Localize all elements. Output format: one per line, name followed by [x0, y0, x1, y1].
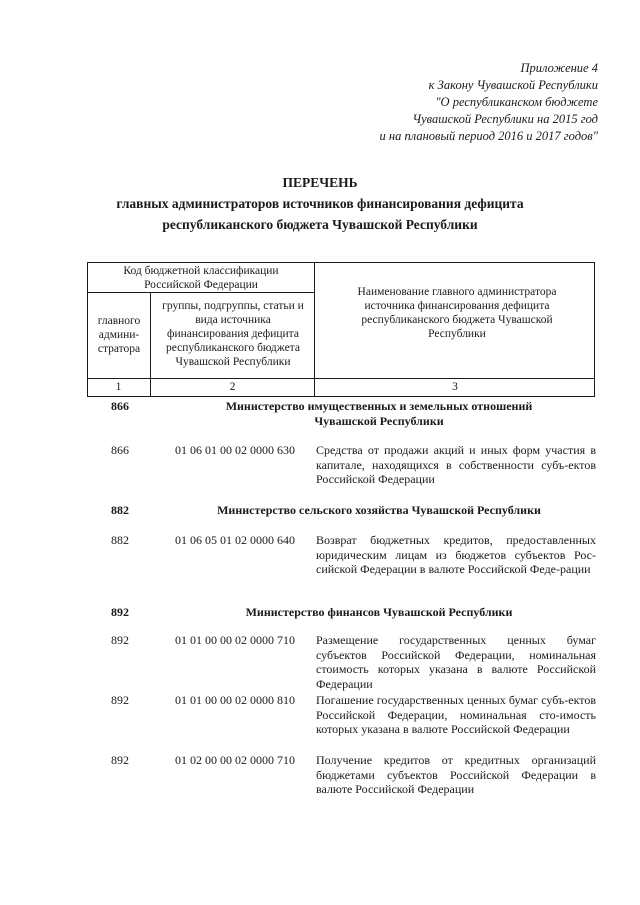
- hdr-num-2: 2: [229, 381, 236, 393]
- group-name-line-1: Министерство имущественных и земельных отношений: [225, 399, 533, 413]
- hdr-line-code: [87, 292, 314, 293]
- row-source-name: Возврат бюджетных кредитов, предоставленных юридическим лицам из бюджетов субъектов Рос-сийской Федерации в валюте Российской Феде-рации: [316, 533, 596, 576]
- title-line-2: республиканского бюджета Чувашской Республики: [162, 217, 478, 232]
- row-source-code: 01 06 05 01 02 0000 640: [175, 533, 295, 547]
- annex-line-3: "О республиканском бюджете: [435, 95, 598, 109]
- hdr-border-right: [594, 262, 595, 397]
- group-name-line-2: Чувашской Республики: [314, 413, 444, 428]
- group-admin-code: 892: [111, 605, 129, 619]
- row-admin-code: 892: [111, 693, 129, 707]
- hdr-line-nums: [87, 378, 595, 379]
- row-source-name: Размещение государственных ценных бумаг субъектов Российской Федерации, номинальная стоимость которых указана в валюте Российской Федерации: [316, 633, 596, 691]
- row-source-name: Получение кредитов от кредитных организаций бюджетами субъектов Российской Федерации в валюте Российской Федерации: [316, 753, 596, 796]
- annex-line-4: Чувашской Республики на 2015 год: [412, 112, 598, 126]
- row-admin-code: 892: [111, 753, 129, 767]
- row-admin-code: 892: [111, 633, 129, 647]
- row-source-code: 01 02 00 00 02 0000 710: [175, 753, 295, 767]
- hdr-col-name: Наименование главного администратора источника финансирования дефицита республиканского бюджета Чувашской Республики: [357, 286, 557, 340]
- group-name-line-1: Министерство сельского хозяйства Чувашской Республики: [217, 503, 541, 517]
- row-source-name: Средства от продажи акций и иных форм участия в капитале, находящихся в собственности субъ-ектов Российской Федерации: [316, 443, 596, 486]
- annex-line-5: и на плановый период 2016 и 2017 годов": [379, 129, 598, 143]
- hdr-border-bottom: [87, 396, 595, 397]
- group-name: [160, 503, 598, 518]
- hdr-vline-2: [314, 262, 315, 397]
- hdr-num-1: 1: [115, 381, 122, 393]
- group-name: [160, 399, 598, 428]
- row-admin-code: 866: [111, 443, 129, 457]
- hdr-num-3: 3: [452, 381, 458, 393]
- row-source-code: 01 01 00 00 02 0000 710: [175, 633, 295, 647]
- group-name: [160, 605, 598, 620]
- hdr-border-left: [87, 262, 88, 397]
- row-source-code: 01 06 01 00 02 0000 630: [175, 443, 295, 457]
- group-admin-code: 882: [111, 503, 129, 517]
- table-header: [87, 262, 595, 397]
- hdr-col-admin: главного админи-стратора: [97, 315, 141, 355]
- hdr-border-top: [87, 262, 595, 263]
- row-source-code: 01 01 00 00 02 0000 810: [175, 693, 295, 707]
- group-admin-code: 866: [111, 399, 129, 413]
- document-title: [0, 172, 640, 235]
- row-admin-code: 882: [111, 533, 129, 547]
- hdr-col-source: группы, подгруппы, статьи и вида источника финансирования дефицита республиканского бюджета Чувашской Республики: [162, 300, 304, 368]
- annex-line-1: Приложение 4: [520, 61, 598, 75]
- row-source-name: Погашение государственных ценных бумаг субъ-ектов Российской Федерации, номинальная сто-имость которых указана в валюте Российской Федерации: [316, 693, 596, 736]
- annex-line-2: к Закону Чувашской Республики: [428, 78, 598, 92]
- hdr-code-group: Код бюджетной классификации Российской Федерации: [123, 265, 279, 291]
- title-main: ПЕРЕЧЕНЬ: [282, 175, 358, 190]
- group-name-line-1: Министерство финансов Чувашской Республики: [245, 605, 513, 619]
- title-line-1: главных администраторов источников финансирования дефицита: [116, 196, 524, 211]
- annex-block: [380, 60, 598, 145]
